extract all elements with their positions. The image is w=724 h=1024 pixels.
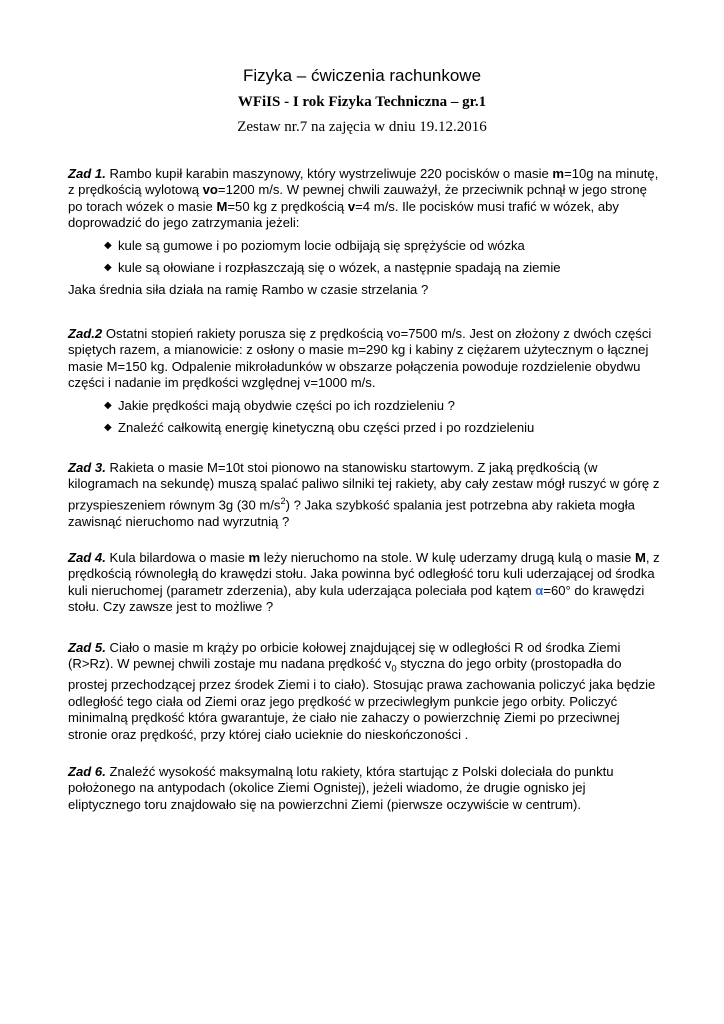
- set-info: Zestaw nr.7 na zajęcia w dniu 19.12.2016: [237, 119, 487, 135]
- task-2-label: Zad.2: [68, 326, 103, 341]
- task-2-bullets: [68, 398, 660, 437]
- task-3-text: Zad 3. Rakieta o masie M=10t stoi pionowo na stanowisku startowym. Z jaką prędkością (w kilogramach na sekundę) muszą spalać paliwo silniki tej rakiety, aby cały zestaw mógł ruszyć w górę z przyspieszeniem równym 3g (30 $m/s^2$) ? Jaka szybkość spalania jest potrzebna aby rakieta mogła zawisnąć nieruchomo nad wyrzutnią ?: [68, 460, 660, 529]
- task-4-label: Zad 4.: [68, 550, 106, 565]
- task-2: [68, 326, 660, 436]
- diamond-bullet-icon: ◆: [104, 399, 112, 411]
- task-1: [68, 166, 660, 299]
- bullet-item: ◆ Znaleźć całkowitą energię kinetyczną obu części przed i po rozdzieleniu: [104, 420, 535, 436]
- task-1-bullets: [68, 238, 660, 277]
- task-3-label: Zad 3.: [68, 460, 106, 475]
- document-subtitle: WFiIS - I rok Fizyka Techniczna – gr.1: [237, 94, 487, 110]
- task-5: [68, 640, 660, 743]
- diamond-bullet-icon: ◆: [104, 239, 112, 251]
- task-3: [68, 460, 660, 530]
- task-6: [68, 764, 660, 813]
- task-1-label: Zad 1.: [68, 166, 106, 181]
- bullet-item: ◆ kule są ołowiane i rozpłaszczają się o wózek, a następnie spadają na ziemie: [104, 260, 561, 276]
- task-6-text: Zad 6. Znaleźć wysokość maksymalną lotu rakiety, która startując z Polski doleciała do punktu położonego na antypodach (okolice Ziemi Ognistej), jeżeli wiadomo, że drugie ognisko jej eliptycznego toru znajdowało się na powierzchni Ziemi (pierwsze oczywiście w centrum).: [68, 764, 614, 812]
- document-title: Fizyka – ćwiczenia rachunkowe: [242, 66, 482, 85]
- task-4-text: Zad 4. Kula bilardowa o masie m leży nieruchomo na stole. W kulę uderzamy drugą kulą o masie M, z prędkością równoległą do krawędzi stołu. Jaka powinna być odległość toru kuli uderzającej od środka kuli nieruchomej (parametr zderzenia), aby kula uderzająca poleciała pod kątem α=60° do krawędzi stołu. Czy zawsze jest to możliwe ?: [68, 550, 660, 615]
- bullet-item: ◆ Jakie prędkości mają obydwie części po ich rozdzieleniu ?: [104, 397, 455, 413]
- diamond-bullet-icon: ◆: [104, 422, 112, 434]
- task-5-text: Zad 5. Ciało o masie m krąży po orbicie kołowej znajdującej się w odległości R od środka Ziemi (R>Rz). W pewnej chwili zostaje mu nadana prędkość $v_0$ styczna do jego orbity (prostopadła do prostej przechodzącej przez środek Ziemi i to ciało). Stosując prawa zachowania policzyć jaka będzie odległość tego ciała od Ziemi oraz jego prędkość w przeciwległym punkcie jego orbity. Policzyć minimalną prędkość która gwarantuje, że ciało nie zahaczy o powierzchnię Ziemi po przeciwnej stronie oraz prędkość, przy której ciało ucieknie do nieskończoności .: [68, 640, 656, 742]
- bullet-item: ◆ kule są gumowe i po poziomym locie odbijają się sprężyście od wózka: [104, 237, 525, 253]
- task-1-question: Jaka średnia siła działa na ramię Rambo w czasie strzelania ?: [68, 282, 429, 298]
- task-6-label: Zad 6.: [68, 764, 106, 779]
- task-4: [68, 550, 660, 616]
- diamond-bullet-icon: ◆: [104, 262, 112, 274]
- task-5-label: Zad 5.: [68, 640, 106, 655]
- task-1-text: Zad 1. Rambo kupił karabin maszynowy, który wystrzeliwuje 220 pocisków o masie m=10g na minutę, z prędkością wylotową vo=1200 m/s. W pewnej chwili zauważył, że przeciwnik pchnął w jego stronę po torach wózek o masie M=50 kg z prędkością v=4 m/s. Ile pocisków musi trafić w wózek, aby doprowadzić do jego zatrzymania jeżeli:: [68, 166, 659, 231]
- task-2-text: Zad.2 Ostatni stopień rakiety porusza się z prędkością vo=7500 m/s. Jest on złożony z dwóch części spiętych razem, a mianowicie: z osłony o masie m=290 kg i kabiny z ciężarem użytecznym o łącznej masie M=150 kg. Odpalenie mikroładunków w obszarze połączenia powoduje rozdzielenie obydwu części i nadanie im prędkości względnej v=1000 m/s.: [68, 326, 652, 391]
- alpha-symbol: α: [535, 582, 544, 598]
